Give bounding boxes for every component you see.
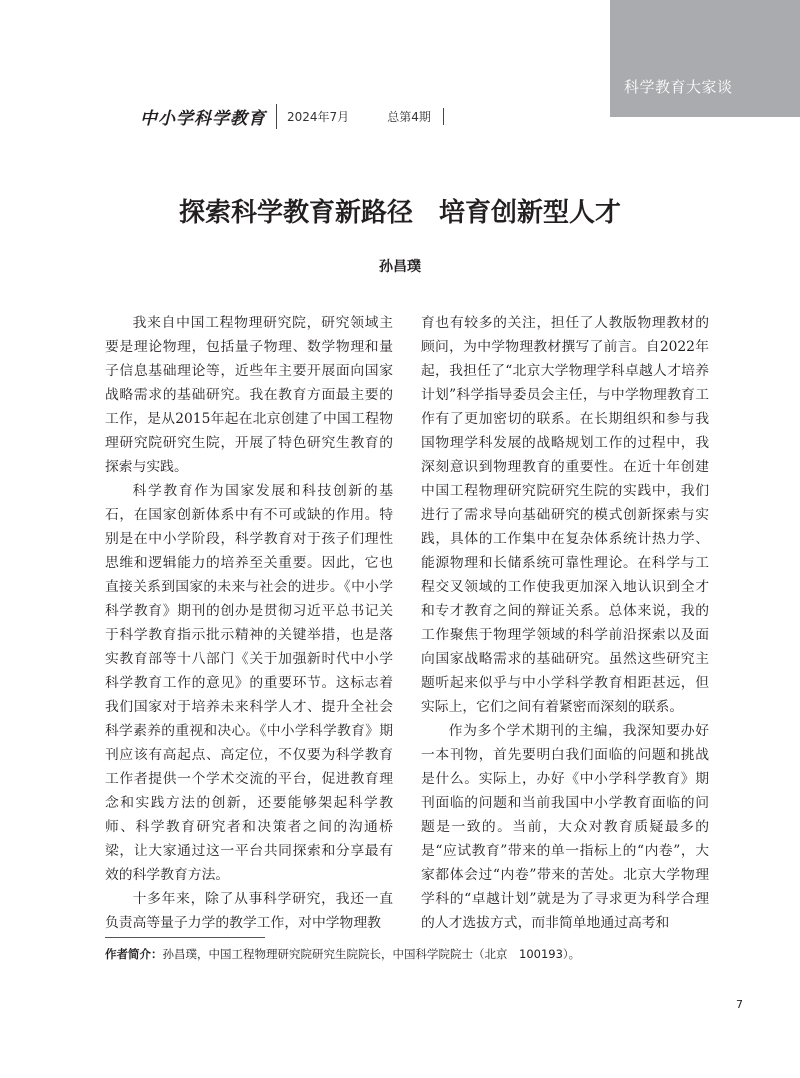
paragraph: 我来自中国工程物理研究院，研究领域主要是理论物理，包括量子物理、数学物理和量子信息基础理论等，近些年主要开展面向国家战略需求的基础研究。我在教育方面最主要的工作，是从2015年起在北京创建了中国工程物理研究院研究生院，开展了特色研究生教育的探索与实践。 bbox=[105, 315, 393, 475]
footnote-text: 孙昌璞，中国工程物理研究院研究生院院长，中国科学院院士（北京 100193）。 bbox=[162, 947, 581, 961]
section-tab: 科学教育大家谈 bbox=[610, 0, 800, 117]
body-column-left bbox=[105, 311, 393, 935]
paragraph: 十多年来，除了从事科学研究，我还一直负责高等量子力学的教学工作，对中学物理教 bbox=[105, 891, 393, 931]
issue-date: 2024年7月 bbox=[287, 109, 350, 124]
footnote-divider bbox=[105, 937, 265, 938]
paragraph: 育也有较多的关注，担任了人教版物理教材的顾问，为中学物理教材撰写了前言。自2022年起，我担任了“北京大学物理学科卓越人才培养计划”科学指导委员会主任，与中学物理教育工作有了更加密切的联系。在长期组织和参与我国物理学科发展的战略规划工作的过程中，我深刻意识到物理教育的重要性。在近十年创建中国工程物理研究院研究生院的实践中，我们进行了需求导向基础研究的模式创新探索与实践，具体的工作集中在复杂体系统计热力学、能源物理和长储系统可靠性理论。在科学与工程交叉领域的工作使我更加深入地认识到全才和专才教育之间的辩证关系。总体来说，我的工作聚焦于物理学领域的科学前沿探索以及面向国家战略需求的基础研究。虽然这些研究主题听起来似乎与中小学科学教育相距甚远，但实际上，它们之间有着紧密而深刻的联系。 bbox=[421, 315, 709, 715]
footnote-label: 作者简介： bbox=[105, 947, 163, 961]
masthead bbox=[140, 102, 444, 130]
paragraph: 科学教育作为国家发展和科技创新的基石，在国家创新体系中有不可或缺的作用。特别是在中小学阶段，科学教育对于孩子们理性思维和逻辑能力的培养至关重要。因此，它也直接关系到国家的未来与社会的进步。《中小学科学教育》期刊的创办是贯彻习近平总书记关于科学教育指示批示精神的关键举措，也是落实教育部等十八部门《关于加强新时代中小学科学教育工作的意见》的重要环节。这标志着我们国家对于培养未来科学人才、提升全社会科学素养的重视和决心。《中小学科学教育》期刊应该有高起点、高定位，不仅要为科学教育工作者提供一个学术交流的平台，促进教育理念和实践方法的创新，还要能够架起科学教师、科学教育研究者和决策者之间的沟通桥梁，让大家通过这一平台共同探索和分享最有效的科学教育方法。 bbox=[105, 483, 393, 883]
body-column-right bbox=[421, 311, 709, 935]
paragraph: 作为多个学术期刊的主编，我深知要办好一本刊物，首先要明白我们面临的问题和挑战是什么。实际上，办好《中小学科学教育》期刊面临的问题和当前我国中小学教育面临的问题是一致的。当前，大众对教育质疑最多的是“应试教育”带来的单一指标上的“内卷”，大家都体会过“内卷”带来的苦处。北京大学物理学科的“卓越计划”就是为了寻求更为科学合理的人才选拔方式，而非简单地通过高考和 bbox=[421, 723, 709, 931]
issue-number: 总第4期 bbox=[377, 108, 444, 125]
journal-logo: 中小学科学教育 bbox=[140, 104, 277, 129]
author-name: 孙昌璞 bbox=[379, 259, 421, 275]
author-footnote bbox=[105, 946, 745, 962]
page-number: 7 bbox=[736, 998, 743, 1011]
article-title: 探索科学教育新路径 培育创新型人才 bbox=[178, 198, 621, 228]
